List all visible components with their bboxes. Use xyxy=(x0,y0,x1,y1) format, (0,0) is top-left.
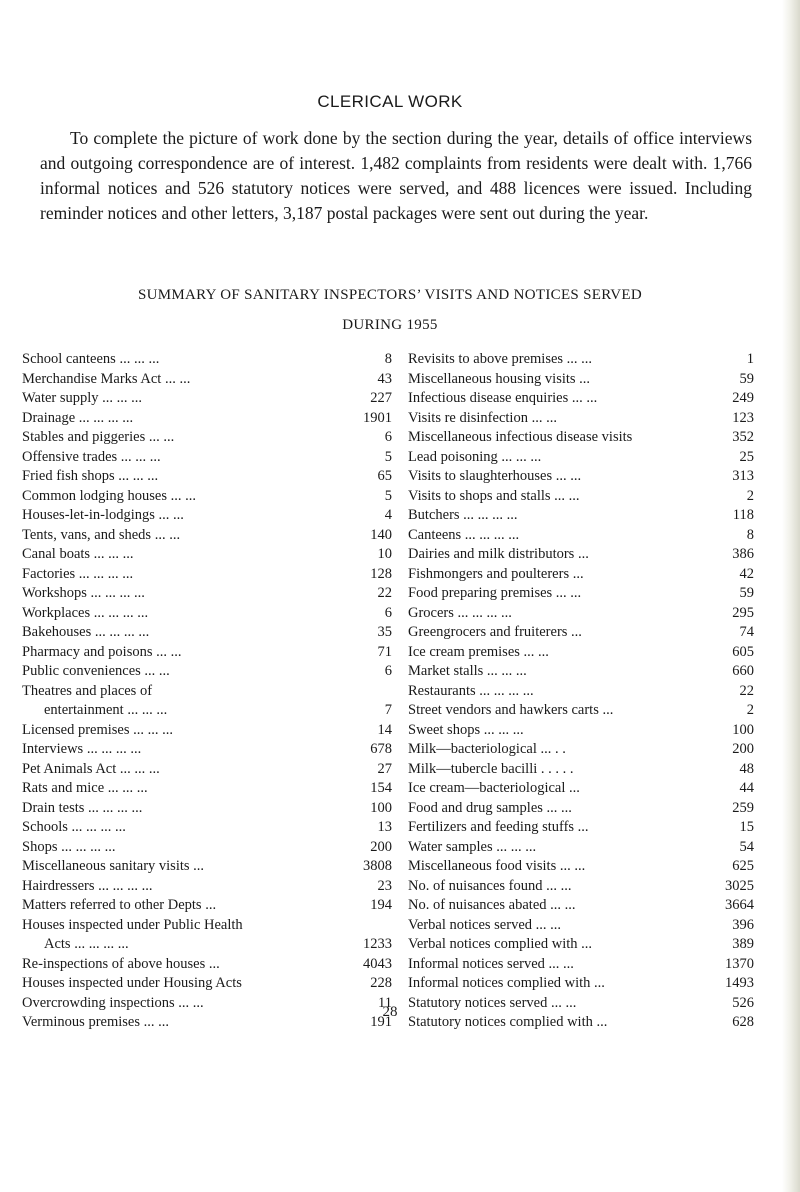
table-row xyxy=(22,935,392,955)
row-label: No. of nuisances abated ... ... xyxy=(408,897,576,913)
table-row xyxy=(22,682,392,702)
row-label: Factories ... ... ... ... xyxy=(22,565,134,582)
table-row xyxy=(22,526,392,546)
row-label: Stables and piggeries ... ... xyxy=(22,429,175,445)
table-row xyxy=(22,916,392,936)
row-value: 1493 xyxy=(725,975,754,991)
table-row xyxy=(408,662,754,682)
row-label: Verminous premises ... ... xyxy=(22,1014,169,1030)
table-row xyxy=(408,682,754,702)
table-row xyxy=(22,350,392,370)
row-value: 678 xyxy=(370,741,392,757)
table-row xyxy=(408,974,754,994)
table-row xyxy=(408,877,754,897)
table-row xyxy=(22,565,392,585)
row-value: 11 xyxy=(378,994,392,1011)
row-value: 200 xyxy=(732,741,754,757)
row-label: Water supply ... ... ... xyxy=(22,390,143,406)
table-row xyxy=(22,467,392,487)
row-value: 3664 xyxy=(725,897,754,913)
table-row xyxy=(22,974,392,994)
row-label: Canteens ... ... ... ... xyxy=(408,526,520,543)
row-value: 71 xyxy=(377,643,392,660)
row-value: 59 xyxy=(739,585,754,601)
row-label: Drainage ... ... ... ... xyxy=(22,409,134,426)
row-label: Canal boats ... ... ... xyxy=(22,546,134,562)
table-row xyxy=(22,760,392,780)
row-value: 43 xyxy=(377,370,392,387)
table-row xyxy=(22,799,392,819)
row-value: 386 xyxy=(732,546,754,562)
table-row xyxy=(408,487,754,507)
summary-table-left-column xyxy=(22,350,392,1033)
row-label: Fried fish shops ... ... ... xyxy=(22,468,159,484)
row-label: Houses inspected under Housing Acts xyxy=(22,975,242,991)
row-label: Food and drug samples ... ... xyxy=(408,799,572,816)
row-label: Milk—tubercle bacilli . . . . . xyxy=(408,760,574,777)
table-row xyxy=(408,701,754,721)
row-label: Acts ... ... ... ... xyxy=(44,936,129,952)
row-label: Schools ... ... ... ... xyxy=(22,819,126,835)
row-label: Hairdressers ... ... ... ... xyxy=(22,877,153,894)
row-label: Re-inspections of above houses ... xyxy=(22,955,220,972)
row-label: Water samples ... ... ... xyxy=(408,838,537,855)
row-value: 22 xyxy=(377,585,392,601)
row-value: 526 xyxy=(732,994,754,1011)
table-row xyxy=(22,818,392,838)
row-label: Ice cream—bacteriological ... xyxy=(408,780,580,796)
row-label: Rats and mice ... ... ... xyxy=(22,780,148,796)
row-value: 2 xyxy=(746,702,754,718)
row-label: Fishmongers and poulterers ... xyxy=(408,565,584,582)
table-row xyxy=(408,565,754,585)
row-label: Dairies and milk distributors ... xyxy=(408,546,589,562)
row-value: 625 xyxy=(732,858,754,874)
row-label: Interviews ... ... ... ... xyxy=(22,741,142,757)
row-label: School canteens ... ... ... xyxy=(22,351,160,367)
row-label: Shops ... ... ... ... xyxy=(22,838,116,855)
row-label: Market stalls ... ... ... xyxy=(408,663,527,679)
row-label: Ice cream premises ... ... xyxy=(408,643,549,660)
row-value: 6 xyxy=(384,663,392,679)
row-label: Bakehouses ... ... ... ... xyxy=(22,624,150,640)
row-label: Miscellaneous housing visits ... xyxy=(408,370,591,387)
table-row xyxy=(22,721,392,741)
row-value: 227 xyxy=(370,390,392,406)
row-label: Verbal notices served ... ... xyxy=(408,916,562,933)
row-value: 249 xyxy=(732,390,754,406)
row-value: 74 xyxy=(739,624,754,640)
row-value: 65 xyxy=(377,468,392,484)
row-value: 22 xyxy=(739,682,754,699)
summary-heading: SUMMARY OF SANITARY INSPECTORS’ VISITS AND NOTICES SERVED xyxy=(137,287,643,303)
row-label: Lead poisoning ... ... ... xyxy=(408,448,542,465)
page-number: 28 xyxy=(382,1004,398,1020)
row-label: Houses inspected under Public Health xyxy=(22,916,243,933)
row-value: 42 xyxy=(739,565,754,582)
row-value: 352 xyxy=(732,429,754,445)
summary-period: DURING 1955 xyxy=(342,317,438,333)
row-label: Miscellaneous sanitary visits ... xyxy=(22,858,205,874)
row-value: 194 xyxy=(370,897,392,913)
table-row xyxy=(22,545,392,565)
table-row xyxy=(408,799,754,819)
row-label: Overcrowding inspections ... ... xyxy=(22,994,204,1011)
row-value: 128 xyxy=(370,565,392,582)
table-row xyxy=(22,740,392,760)
row-value: 44 xyxy=(739,780,754,796)
table-row xyxy=(22,428,392,448)
row-label: Visits to slaughterhouses ... ... xyxy=(408,468,582,484)
row-value: 54 xyxy=(739,838,754,855)
row-label: Offensive trades ... ... ... xyxy=(22,448,161,465)
table-row xyxy=(22,487,392,507)
row-label: Informal notices complied with ... xyxy=(408,975,605,991)
row-value: 259 xyxy=(732,799,754,816)
table-row xyxy=(22,877,392,897)
row-label: Houses-let-in-lodgings ... ... xyxy=(22,507,184,523)
row-label: Theatres and places of xyxy=(22,682,153,699)
page-edge-shadow xyxy=(782,0,800,1192)
row-value: 3808 xyxy=(363,858,392,874)
row-value: 6 xyxy=(384,429,392,445)
row-value: 100 xyxy=(732,721,754,738)
row-label: Grocers ... ... ... ... xyxy=(408,604,512,621)
row-value: 1370 xyxy=(725,955,754,972)
row-value: 100 xyxy=(370,799,392,816)
row-value: 4043 xyxy=(363,955,392,972)
table-row xyxy=(408,409,754,429)
table-row xyxy=(408,467,754,487)
row-label: Licensed premises ... ... ... xyxy=(22,721,174,738)
row-value: 25 xyxy=(739,448,754,465)
row-value: 3025 xyxy=(725,877,754,894)
row-label: Miscellaneous infectious disease visits xyxy=(408,429,633,445)
row-value: 23 xyxy=(377,877,392,894)
row-value: 1901 xyxy=(363,409,392,426)
row-value: 8 xyxy=(746,526,754,543)
row-label: No. of nuisances found ... ... xyxy=(408,877,572,894)
table-row xyxy=(22,955,392,975)
row-value: 2 xyxy=(746,487,754,504)
row-label: Visits re disinfection ... ... xyxy=(408,409,557,426)
row-label: Revisits to above premises ... ... xyxy=(408,351,593,367)
row-label: Food preparing premises ... ... xyxy=(408,585,582,601)
table-row xyxy=(408,389,754,409)
row-value: 228 xyxy=(370,975,392,991)
row-label: Milk—bacteriological ... . . xyxy=(408,741,566,757)
row-value: 154 xyxy=(370,780,392,796)
row-label: Verbal notices complied with ... xyxy=(408,936,593,952)
table-row xyxy=(408,779,754,799)
row-value: 7 xyxy=(384,702,392,718)
row-value: 6 xyxy=(384,604,392,621)
row-value: 14 xyxy=(377,721,392,738)
table-row xyxy=(22,896,392,916)
row-value: 605 xyxy=(732,643,754,660)
row-label: entertainment ... ... ... xyxy=(44,702,168,718)
row-value: 628 xyxy=(732,1014,754,1030)
page-title: CLERICAL WORK xyxy=(317,92,463,111)
row-label: Common lodging houses ... ... xyxy=(22,487,197,504)
row-label: Fertilizers and feeding stuffs ... xyxy=(408,819,589,835)
table-row xyxy=(408,955,754,975)
row-label: Tents, vans, and sheds ... ... xyxy=(22,526,181,543)
table-row xyxy=(22,370,392,390)
row-value: 15 xyxy=(739,819,754,835)
row-label: Infectious disease enquiries ... ... xyxy=(408,390,598,406)
table-row xyxy=(22,448,392,468)
row-label: Matters referred to other Depts ... xyxy=(22,897,217,913)
table-row xyxy=(22,623,392,643)
table-row xyxy=(22,701,392,721)
table-row xyxy=(22,662,392,682)
row-value: 27 xyxy=(377,760,392,777)
table-row xyxy=(408,623,754,643)
summary-table-right-column xyxy=(408,350,754,1033)
row-value: 123 xyxy=(732,409,754,426)
row-label: Workplaces ... ... ... ... xyxy=(22,604,149,621)
row-value: 118 xyxy=(732,507,754,523)
row-value: 1233 xyxy=(363,936,392,952)
row-value: 389 xyxy=(732,936,754,952)
table-row xyxy=(408,370,754,390)
table-row xyxy=(22,506,392,526)
row-value: 13 xyxy=(377,819,392,835)
table-row xyxy=(408,857,754,877)
table-row xyxy=(408,604,754,624)
row-label: Street vendors and hawkers carts ... xyxy=(408,702,614,718)
table-row xyxy=(22,857,392,877)
row-label: Pharmacy and poisons ... ... xyxy=(22,643,182,660)
table-row xyxy=(408,545,754,565)
row-label: Drain tests ... ... ... ... xyxy=(22,799,143,816)
row-label: Statutory notices complied with ... xyxy=(408,1014,608,1030)
row-label: Butchers ... ... ... ... xyxy=(408,507,518,523)
table-row xyxy=(22,604,392,624)
row-label: Informal notices served ... ... xyxy=(408,955,574,972)
row-value: 48 xyxy=(739,760,754,777)
row-label: Miscellaneous food visits ... ... xyxy=(408,858,586,874)
row-label: Workshops ... ... ... ... xyxy=(22,585,145,601)
table-row xyxy=(408,818,754,838)
table-row xyxy=(408,740,754,760)
row-value: 35 xyxy=(377,624,392,640)
row-value: 660 xyxy=(732,663,754,679)
table-row xyxy=(408,760,754,780)
table-row xyxy=(408,584,754,604)
row-label: Sweet shops ... ... ... xyxy=(408,721,524,738)
row-value: 4 xyxy=(384,507,392,523)
row-label: Statutory notices served ... ... xyxy=(408,994,577,1011)
row-value: 396 xyxy=(732,916,754,933)
row-value: 8 xyxy=(384,351,392,367)
table-row xyxy=(408,838,754,858)
intro-paragraph: To complete the picture of work done by the section during the year, details of office interviews and outgoing correspondence are of interest. 1,482 complaints from residents were dealt with. 1,766 informal notices and 526 statutory notices were served, and 488 licences were issued. Including reminder notices and other letters, 3,187 postal packages were sent out during the year. xyxy=(40,128,752,223)
row-value: 10 xyxy=(377,546,392,562)
row-label: Greengrocers and fruiterers ... xyxy=(408,624,582,640)
table-row xyxy=(22,779,392,799)
table-row xyxy=(22,584,392,604)
row-value: 140 xyxy=(370,526,392,543)
table-row xyxy=(408,721,754,741)
table-row xyxy=(408,643,754,663)
row-value: 5 xyxy=(384,448,392,465)
row-label: Pet Animals Act ... ... ... xyxy=(22,760,160,777)
table-row xyxy=(408,350,754,370)
table-row xyxy=(22,389,392,409)
table-row xyxy=(408,896,754,916)
table-row xyxy=(22,838,392,858)
row-value: 5 xyxy=(384,487,392,504)
row-label: Merchandise Marks Act ... ... xyxy=(22,370,191,387)
table-row xyxy=(408,506,754,526)
row-value: 1 xyxy=(746,351,754,367)
row-value: 313 xyxy=(732,468,754,484)
table-row xyxy=(408,428,754,448)
table-row xyxy=(408,916,754,936)
table-row xyxy=(22,643,392,663)
table-row xyxy=(408,935,754,955)
table-row xyxy=(408,448,754,468)
table-row xyxy=(408,526,754,546)
row-label: Visits to shops and stalls ... ... xyxy=(408,487,580,504)
row-value: 191 xyxy=(370,1014,392,1030)
row-value: 295 xyxy=(732,604,754,621)
row-label: Public conveniences ... ... xyxy=(22,663,170,679)
row-label: Restaurants ... ... ... ... xyxy=(408,682,534,699)
row-value: 59 xyxy=(739,370,754,387)
row-value: 200 xyxy=(370,838,392,855)
table-row xyxy=(22,409,392,429)
